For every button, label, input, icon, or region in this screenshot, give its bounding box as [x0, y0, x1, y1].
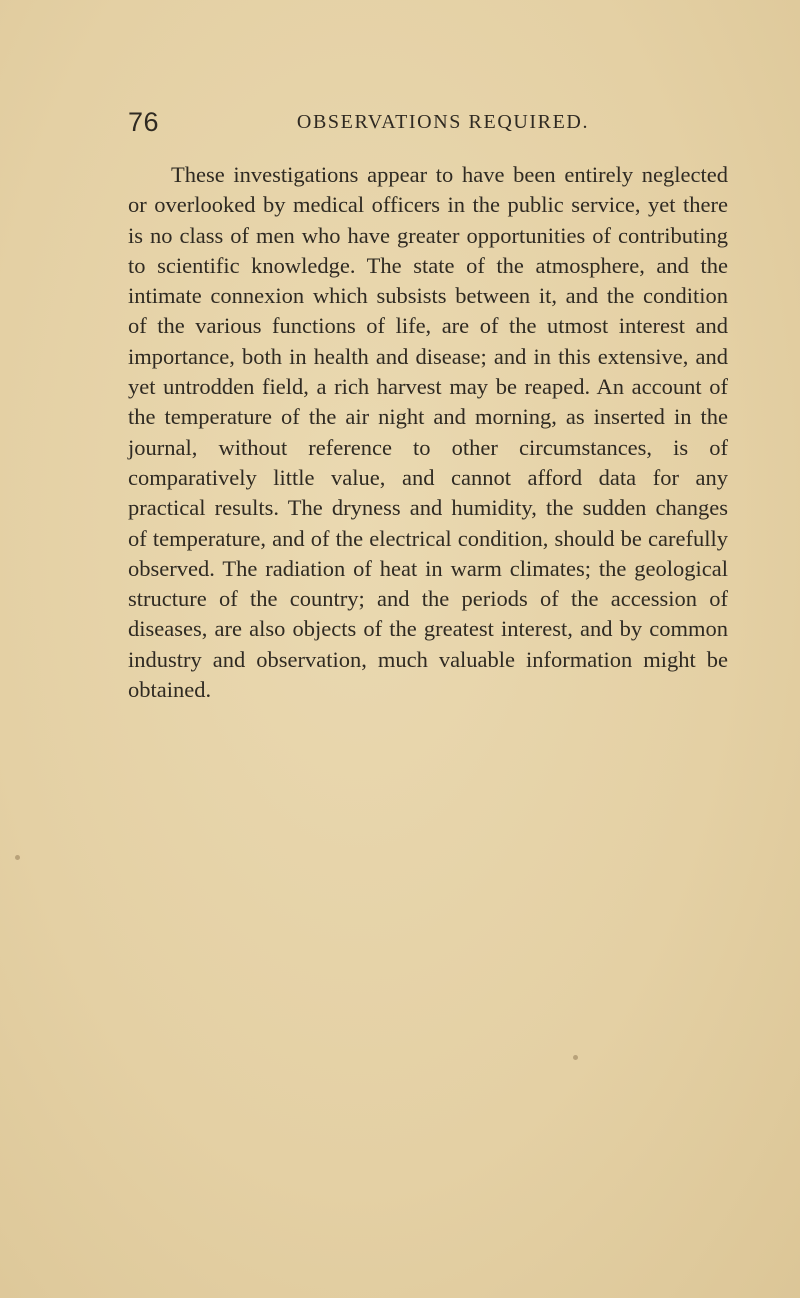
page-header	[128, 102, 728, 142]
running-head: OBSERVATIONS REQUIRED.	[296, 111, 590, 133]
page-number: 76	[128, 107, 160, 137]
paper-speck	[15, 855, 20, 860]
paper-speck	[573, 1055, 578, 1060]
body-paragraph: These investigations appear to have been entirely neglected or overlooked by medical officers in the public service, yet there is no class of men who have greater opportunities of contributing to scientific knowledge. The state of the atmosphere, and the intimate connexion which subsists between it, and the condition of the various functions of life, are of the utmost interest and importance, both in health and disease; and in this extensive, and yet untrodden field, a rich harvest may be reaped. An account of the temperature of the air night and morning, as inserted in the journal, without reference to other circumstances, is of comparatively little value, and cannot afford data for any practical results. The dryness and humidity, the sudden changes of temperature, and of the electrical condition, should be carefully observed. The radiation of heat in warm climates; the geological structure of the country; and the periods of the accession of diseases, are also objects of the greatest interest, and by common industry and observation, much valuable information might be obtained.	[128, 162, 728, 703]
